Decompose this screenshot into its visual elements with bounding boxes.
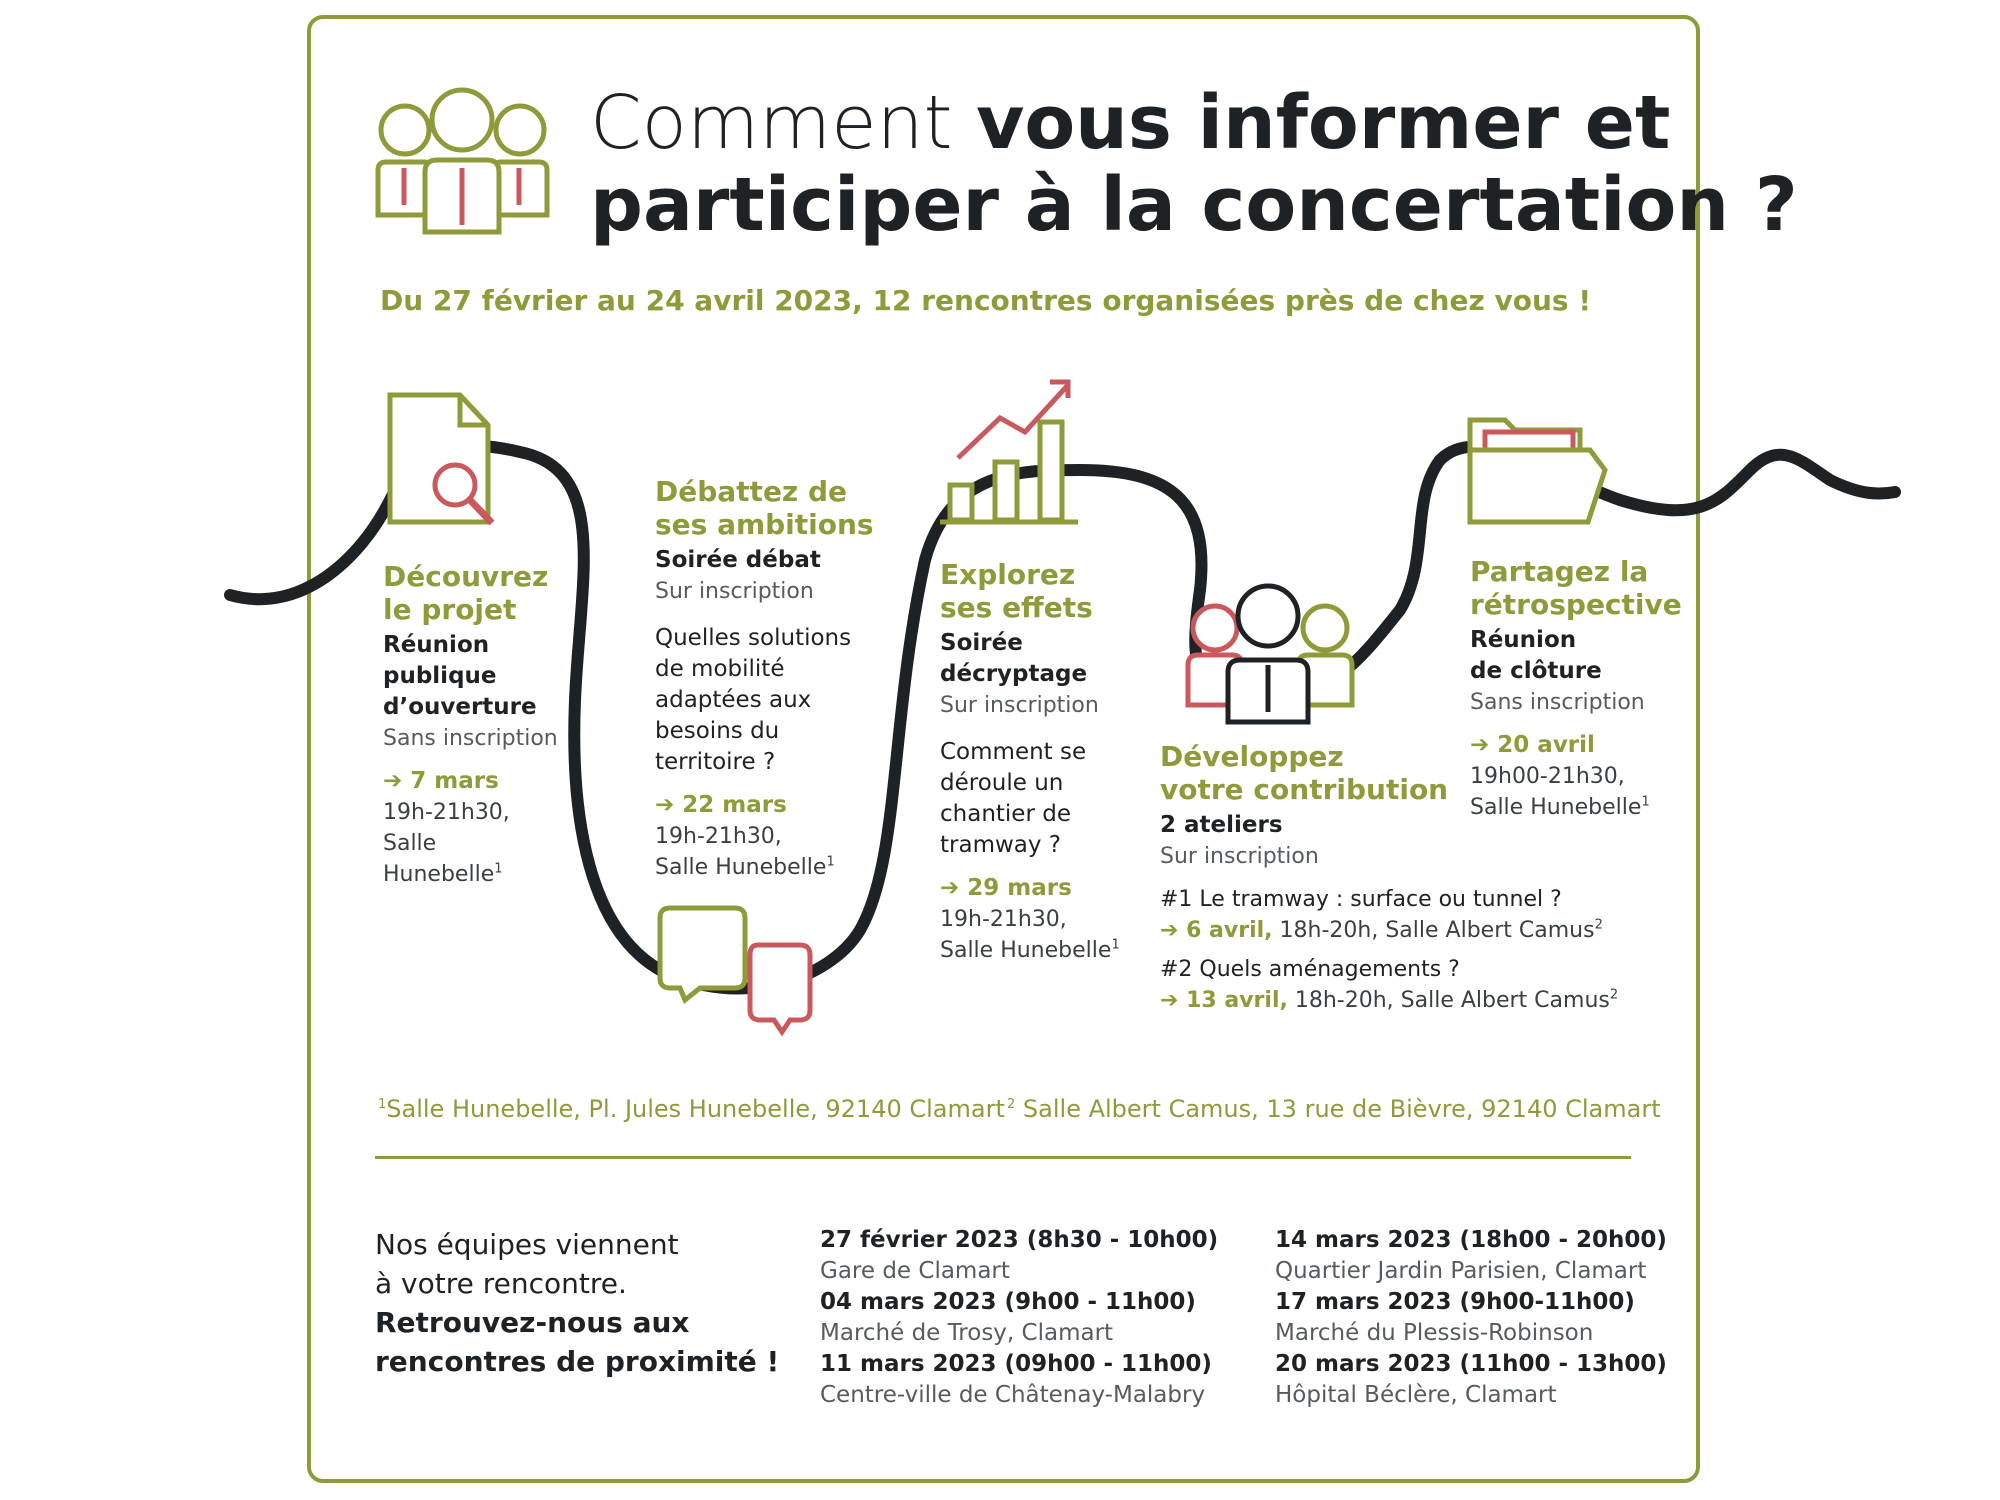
step-info: 19h-21h30, Salle Hunebelle$^1$ (655, 824, 835, 880)
footnote-2: $^2$ Salle Albert Camus, 13 rue de Bièvre, 92140 Clamart (1007, 1095, 1661, 1123)
workshop-2: #2 Quels aménagements ? ➔ 13 avril, 18h-20h, Salle Albert Camus$^2$ (1160, 957, 1619, 1013)
title-bold-2: participer à la concertation ? (590, 162, 1798, 248)
step-mode: Sur inscription (940, 693, 1099, 718)
step-date: ➔ 7 mars (383, 768, 499, 794)
list-item: 20 mars 2023 (11h00 - 13h00) Hôpital Béclère, Clamart (1275, 1351, 1667, 1408)
list-item: 04 mars 2023 (9h00 - 11h00) Marché de Trosy, Clamart (820, 1289, 1196, 1346)
step-type: Réunion publique d’ouverture (383, 632, 537, 720)
step-heading: Développez votre contribution (1160, 740, 1449, 806)
step-heading: Partagez la rétrospective (1470, 555, 1682, 621)
list-item: 11 mars 2023 (09h00 - 11h00) Centre-ville de Châtenay-Malabry (820, 1351, 1212, 1408)
proximity-intro: Nos équipes viennent à votre rencontre. Retrouvez-nous aux rencontres de proximité ! (375, 1228, 780, 1378)
arrow-right-icon: ➔ (383, 768, 411, 794)
step-date: ➔ 20 avril (1470, 732, 1595, 758)
step-type: 2 ateliers (1160, 812, 1283, 838)
proximity-schedule-col-1 (820, 1225, 1218, 1411)
step-share (1470, 555, 1690, 823)
step-heading: Débattez de ses ambitions (655, 475, 874, 541)
title-bold-1: vous informer et (976, 80, 1671, 166)
step-heading: Explorez ses effets (940, 558, 1093, 624)
footnote-1: $^1$Salle Hunebelle, Pl. Jules Hunebelle, 92140 Clamart (378, 1095, 1005, 1123)
step-mode: Sur inscription (1160, 844, 1319, 869)
step-mode: Sans inscription (1470, 690, 1645, 715)
step-info: 19h00-21h30, Salle Hunebelle$^1$ (1470, 764, 1650, 820)
step-explore (940, 558, 1140, 966)
arrow-right-icon: ➔ (655, 792, 683, 818)
step-discover (383, 560, 573, 890)
step-debate (655, 475, 885, 883)
step-date: ➔ 22 mars (655, 792, 787, 818)
arrow-right-icon: ➔ (940, 875, 968, 901)
step-question: Comment se déroule un chantier de tramway ? (940, 739, 1087, 858)
step-heading: Découvrez le projet (383, 560, 549, 626)
step-info: 19h-21h30, Salle Hunebelle$^1$ (940, 907, 1120, 963)
step-type: Soirée débat (655, 547, 821, 573)
list-item: 14 mars 2023 (18h00 - 20h00) Quartier Jardin Parisien, Clamart (1275, 1227, 1667, 1284)
step-type: Réunion de clôture (1470, 627, 1602, 684)
step-mode: Sans inscription (383, 726, 558, 751)
step-info: 19h-21h30, Salle Hunebelle$^1$ (383, 800, 510, 887)
workshop-1: #1 Le tramway : surface ou tunnel ? ➔ 6 avril, 18h-20h, Salle Albert Camus$^2$ (1160, 887, 1603, 943)
proximity-schedule-col-2 (1275, 1225, 1667, 1411)
arrow-right-icon: ➔ (1470, 732, 1498, 758)
page-title (590, 82, 1798, 246)
step-mode: Sur inscription (655, 579, 814, 604)
step-type: Soirée décryptage (940, 630, 1088, 687)
arrow-right-icon: ➔ (1160, 988, 1187, 1013)
subtitle: Du 27 février au 24 avril 2023, 12 rencontres organisées près de chez vous ! (380, 284, 1592, 317)
list-item: 17 mars 2023 (9h00-11h00) Marché du Plessis-Robinson (1275, 1289, 1635, 1346)
step-date: ➔ 29 mars (940, 875, 1072, 901)
list-item: 27 février 2023 (8h30 - 10h00) Gare de Clamart (820, 1227, 1219, 1284)
step-question: Quelles solutions de mobilité adaptées aux besoins du territoire ? (655, 625, 852, 775)
title-light: Comment (590, 80, 953, 166)
arrow-right-icon: ➔ (1160, 918, 1187, 943)
divider (375, 1156, 1631, 1159)
